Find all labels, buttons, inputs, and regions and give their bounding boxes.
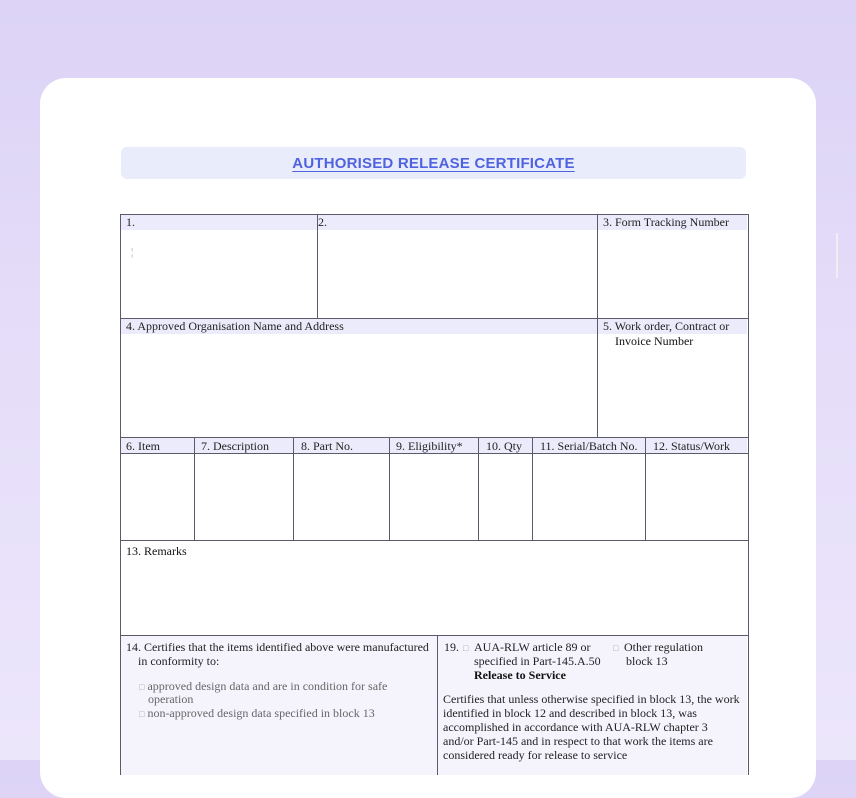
block-14-heading: 14. Certifies that the items identified above were manufactured [126, 640, 429, 654]
certify-line-3: accomplished in accordance with AUA-RLW chapter 3 [443, 720, 708, 734]
block-5-label: 5. Work order, Contract or [598, 319, 747, 334]
header-serial-batch: 11. Serial/Batch No. [540, 439, 638, 453]
form-card [40, 78, 816, 798]
block-19-prefix: 19. [444, 640, 459, 654]
checkbox-icon[interactable]: □ [139, 709, 145, 719]
block-13-label: 13. Remarks [126, 544, 187, 558]
block-2[interactable] [318, 215, 597, 318]
checkbox-icon[interactable]: □ [139, 682, 145, 692]
block-19 [438, 636, 747, 775]
title-bar [121, 147, 746, 179]
block-1[interactable] [121, 215, 317, 318]
block-2-label: 2. [318, 215, 597, 230]
header-eligibility: 9. Eligibility* [396, 439, 463, 453]
form-title-link[interactable]: AUTHORISED RELEASE CERTIFICATE [292, 154, 575, 172]
cell-eligibility[interactable] [390, 454, 478, 540]
release-certificate-form [120, 214, 749, 775]
certify-line-1: Certifies that unless otherwise specified in block 13, the work [443, 692, 740, 706]
block-5-label-cont: Invoice Number [615, 334, 694, 348]
option-approved-label: approved design data and are in condition for safe [147, 679, 388, 693]
cell-item[interactable] [121, 454, 194, 540]
option-other-regulation[interactable]: Other regulation [624, 640, 703, 654]
block-13-remarks[interactable] [121, 541, 747, 635]
cell-qty[interactable] [479, 454, 532, 540]
header-part-no: 8. Part No. [301, 439, 353, 453]
cell-status-work[interactable] [646, 454, 747, 540]
cell-description[interactable] [195, 454, 293, 540]
header-qty: 10. Qty [486, 439, 522, 453]
text-cursor: ¦ [131, 246, 134, 258]
block-1-label: 1. [121, 215, 317, 230]
certify-line-2: identified in block 12 and described in block 13, was [443, 706, 697, 720]
option-non-approved-design[interactable] [139, 706, 375, 721]
certify-line-5: considered ready for release to service [443, 748, 628, 762]
option-aua-rlw-cont: specified in Part-145.A.50 [474, 654, 601, 668]
block-3-label: 3. Form Tracking Number [598, 215, 747, 230]
checkbox-icon[interactable]: □ [463, 643, 469, 653]
option-aua-rlw[interactable]: AUA-RLW article 89 or [474, 640, 591, 654]
header-status-work: 12. Status/Work [653, 439, 731, 453]
release-to-service-label: Release to Service [474, 668, 566, 682]
header-description: 7. Description [201, 439, 269, 453]
cell-part-no[interactable] [294, 454, 389, 540]
cell-serial-batch[interactable] [533, 454, 645, 540]
block-4-label: 4. Approved Organisation Name and Address [121, 319, 597, 334]
block-5[interactable] [598, 319, 747, 438]
block-14 [121, 636, 437, 775]
block-3[interactable] [598, 215, 747, 318]
header-item: 6. Item [126, 439, 160, 453]
option-other-regulation-cont: block 13 [626, 654, 668, 668]
block-4[interactable] [121, 319, 597, 438]
option-approved-label-cont: operation [148, 692, 194, 706]
block-14-heading-cont: in conformity to: [138, 654, 220, 668]
certify-line-4: and/or Part-145 and in respect to that work the items are [443, 734, 713, 748]
card-edge [836, 233, 838, 278]
option-non-approved-label: non-approved design data specified in block 13 [147, 706, 375, 720]
checkbox-icon[interactable]: □ [613, 643, 619, 653]
